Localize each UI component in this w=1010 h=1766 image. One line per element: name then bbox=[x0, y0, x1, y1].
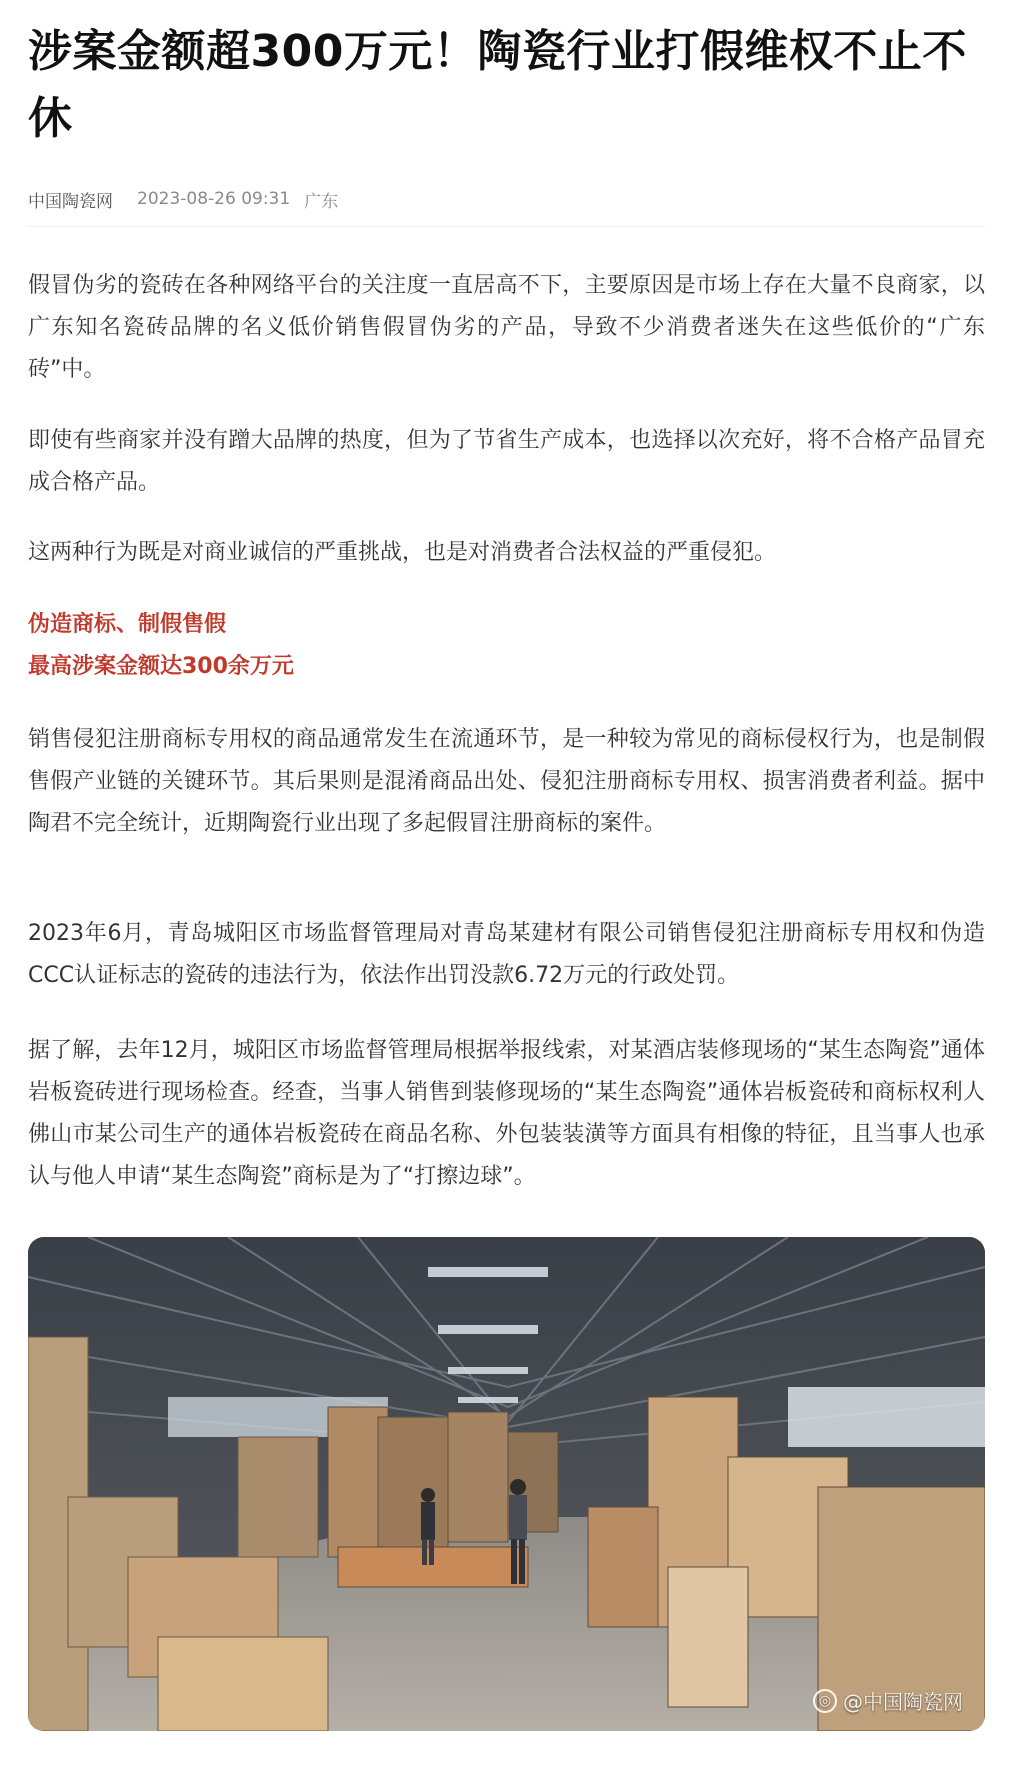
article-meta bbox=[28, 186, 338, 212]
article-datetime: 2023-08-26 09:31 bbox=[137, 189, 291, 209]
article-location: 广东 bbox=[304, 191, 339, 212]
paragraph-5: 2023年6月，青岛城阳区市场监督管理局对青岛某建材有限公司销售侵犯注册商标专用权和伪造CCC认证标志的瓷砖的违法行为，依法作出罚没款6.72万元的行政处罚。 bbox=[28, 921, 985, 988]
weibo-icon: ◎ bbox=[813, 1689, 837, 1713]
image-watermark bbox=[813, 1686, 963, 1715]
paragraph-2: 即使有些商家并没有蹭大品牌的热度，但为了节省生产成本，也选择以次充好，将不合格产品冒充成合格产品。 bbox=[28, 428, 985, 495]
paragraph-6: 据了解，去年12月，城阳区市场监督管理局根据举报线索，对某酒店装修现场的“某生态陶瓷”通体岩板瓷砖进行现场检查。经查，当事人销售到装修现场的“某生态陶瓷”通体岩板瓷砖和商标权利人佛山市某公司生产的通体岩板瓷砖在商品名称、外包装装潢等方面具有相像的特征，且当事人也承认与他人申请“某生态陶瓷”商标是为了“打擦边球”。 bbox=[28, 1038, 985, 1189]
section-heading-line1: 伪造商标、制假售假 bbox=[28, 612, 227, 637]
warehouse-illustration bbox=[28, 1237, 985, 1731]
section-heading-line2: 最高涉案金额达300余万元 bbox=[28, 654, 294, 679]
paragraph-4: 销售侵犯注册商标专用权的商品通常发生在流通环节，是一种较为常见的商标侵权行为，也是制假售假产业链的关键环节。其后果则是混淆商品出处、侵犯注册商标专用权、损害消费者利益。据中陶君不完全统计，近期陶瓷行业出现了多起假冒注册商标的案件。 bbox=[28, 727, 985, 836]
watermark-text: @中国陶瓷网 bbox=[843, 1690, 963, 1714]
article-title: 涉案金额超300万元！陶瓷行业打假维权不止不休 bbox=[28, 26, 967, 144]
meta-divider bbox=[28, 226, 985, 227]
paragraph-3: 这两种行为既是对商业诚信的严重挑战，也是对消费者合法权益的严重侵犯。 bbox=[28, 540, 777, 565]
article-source[interactable]: 中国陶瓷网 bbox=[28, 191, 113, 212]
paragraph-1: 假冒伪劣的瓷砖在各种网络平台的关注度一直居高不下，主要原因是市场上存在大量不良商家，以广东知名瓷砖品牌的名义低价销售假冒伪劣的产品，导致不少消费者迷失在这些低价的“广东砖”中。 bbox=[28, 273, 985, 382]
warehouse-photo[interactable] bbox=[28, 1237, 985, 1731]
